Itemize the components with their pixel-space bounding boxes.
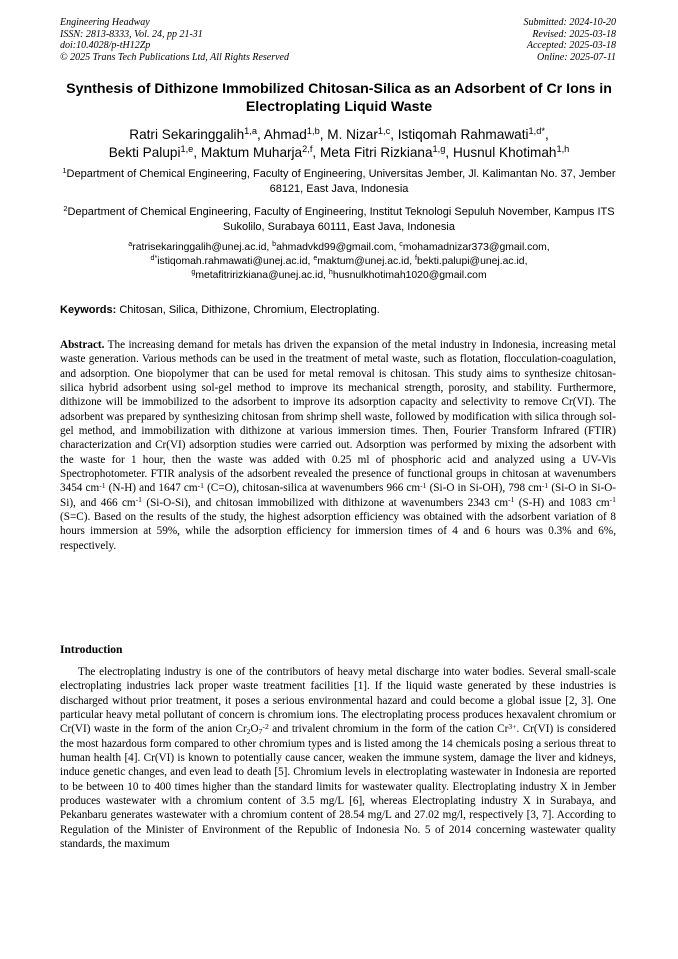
email-entry: $^f$bekti.palupi@unej.ac.id, [415,255,528,267]
journal-name: Engineering Headway [60,17,150,28]
email-entry: $^c$mohamadnizar373@gmail.com, [399,241,550,253]
email-address[interactable]: ratrisekaringgalih@unej.ac.id [132,242,267,253]
author-name: Maktum Muharja [200,145,303,160]
keywords-text: Chitosan, Silica, Dithizone, Chromium, Electroplating. [119,304,380,316]
email-entry: $^g$metafitririzkiana@unej.ac.id, [191,269,329,281]
author: Maktum Muharja$^{2,f}$, [200,144,320,160]
author-list [60,126,618,162]
email-address[interactable]: ahmadvkd99@gmail.com [276,242,394,253]
email-address[interactable]: husnulkhotimah1020@gmail.com [332,270,487,281]
author-name: Bekti Palupi [108,145,181,160]
email-list [60,241,618,283]
abstract-label: Abstract. [60,339,105,351]
author-name: Istiqomah Rahmawati [397,127,529,142]
author-affiliation-mark: 1,d* [528,126,545,137]
email-entry: $^a$ratrisekaringgalih@unej.ac.id, [128,241,273,253]
journal-header-left [60,17,289,63]
email-entry: $^b$ahmadvkd99@gmail.com, [272,241,400,253]
copyright-line: © 2025 Trans Tech Publications Ltd, All Rights Reserved [60,51,289,63]
author-name: M. Nizar [327,127,378,142]
email-address[interactable]: istiqomah.rahmawati@unej.ac.id [157,256,308,267]
author-name: Meta Fitri Rizkiana [319,145,433,160]
author [453,145,569,160]
affiliation-number: 2 [63,204,68,214]
author-name: Husnul Khotimah [452,145,557,160]
submitted-date: Submitted: 2024-10-20 [523,17,616,28]
author-affiliation-mark: 1,b [306,126,320,137]
journal-header-right [524,17,617,63]
author-affiliation-mark: 1,g [432,144,446,155]
email-address[interactable]: bekti.palupi@unej.ac.id [416,256,525,267]
introduction-paragraph: The electroplating industry is one of the contributors of heavy metal discharge into water bodies. Several small-scale electroplating industries lack proper waste treatment facilities [1]. If the liquid waste generated by these industries is discharged without prior treatment, it poses a serious environmental hazard and could become a global issue [2, 3]. One particular heavy metal pollutant of concern is chromium ions. The electroplating process produces hexavalent chromium or Cr(VI) waste in the form of the anion $Cr_2O_7^{-2}$ and trivalent chromium in the form of the cation $Cr^{3+}$. Cr(VI) is considered the most hazardous form compared to other chromium types and is listed among the 14 chemicals posing a serious threat to human health [4]. Cr(VI) is known to potentially cause cancer, weaken the immune system, damage the liver and kidneys, induce genetic changes, and even lead to death [5]. Chromium levels in electroplating wastewater in Indonesia are reported to be between 10 to 400 times higher than the standard limits for wastewater quality. Electroplating industry X in Jember produces wastewater with a chromium content of 3.5 mg/L [6], whereas Electroplating industry X in Surabaya, and Pekanbaru generates wastewater with a chromium content of 28.54 mg/L and 27.02 mg/l, respectively [3, 7]. According to Regulation of the Minister of Environment of the Republic of Indonesia No. 5 of 2014 concerning wastewater quality standards, the maximum [60,666,616,851]
author-affiliation-mark: 1,h [556,144,570,155]
author: Bekti Palupi$^{1,e}$, [108,144,201,160]
email-entry: $^h$husnulkhotimah1020@gmail.com [328,269,487,281]
author-affiliation-mark: 1,a [244,126,257,137]
email-entry: $^{d*}$istiqomah.rahmawati@unej.ac.id, [150,255,314,267]
affiliation-text: Department of Chemical Engineering, Faculty of Engineering, Universitas Jember, Jl. Kalimantan No. 37, Jember 68121, East Java, Indonesia [66,168,616,195]
email-address[interactable]: mohamadnizar373@gmail.com [402,242,547,253]
online-date: Online: 2025-07-11 [537,51,616,63]
affiliation-number: 1 [62,166,67,176]
author-affiliation-mark: 1,e [180,144,194,155]
author: Meta Fitri Rizkiana$^{1,g}$, [319,144,453,160]
affiliation-text: Department of Chemical Engineering, Faculty of Engineering, Institut Teknologi Sepuluh November, Kampus ITS Sukolilo, Surabaya 60111, East Java, Indonesia [67,206,615,233]
author: M. Nizar$^{1,c}$, [327,126,398,142]
author-affiliation-mark: 1,c [377,126,391,137]
paper-title: Synthesis of Dithizone Immobilized Chitosan-Silica as an Adsorbent of Cr Ions in Electroplating Liquid Waste [66,81,612,115]
keywords-line [60,303,618,317]
author-name: Ahmad [263,127,307,142]
author-name: Ratri Sekaringgalih [129,127,245,142]
email-entry: $^e$maktum@unej.ac.id, [313,255,416,267]
issn-line: ISSN: 2813-8333, Vol. 24, pp 21-31 [60,28,203,40]
affiliation-2 [60,205,618,235]
revised-date: Revised: 2025-03-18 [532,28,616,40]
keywords-label: Keywords: [60,304,117,316]
author-affiliation-mark: 2,f [302,144,313,155]
abstract-paragraph: Abstract. The increasing demand for metals has driven the expansion of the metal industry in Indonesia, increasing metal waste generation. Various methods can be used in the treatment of metal waste, such as flotation, flocculation-coagulation, and adsorption. One biopolymer that can be used for metal removal is chitosan. This study aims to synthesize chitosan-silica hybrid adsorbent using sol-gel method to improve its mechanical strength, porosity, and stability. Furthermore, dithizone will be immobilized to the adsorbent to improve its adsorption capacity and selectivity to remove Cr(VI). The adsorbent was prepared by synthesizing chitosan from shrimp shell waste, followed by modification with silica through sol-gel method, and immobilization with dithizone at various immersion times. Then, Fourier Transform Infrared (FTIR) characterization and Cr(VI) adsorption studies were carried out. Adsorption was performed by mixing the adsorbent with the waste for 1 hour, then the waste was added with 0.25 ml of phosphoric acid and analyzed using a UV-Vis Spectrophotometer. FTIR analysis of the adsorbent revealed the presence of functional groups in chitosan at wavenumbers 3454 $cm^{-1}$ (N-H) and 1647 $cm^{-1}$ (C=O), chitosan-silica at wavenumbers 966 $cm^{-1}$ (Si-O in Si-OH), 798 $cm^{-1}$ (Si-O in Si-O-Si), and 466 $cm^{-1}$ (Si-O-Si), and chitosan immobilized with dithizone at wavenumbers 2343 $cm^{-1}$ (S-H) and 1083 $cm^{-1}$ (S=C). Based on the results of the study, the highest adsorption efficiency was obtained with the adsorbent variation of 8 hours immersion at 59%, while the adsorption efficiency for immersion times of 4 and 6 hours was 0.3% and 6%, respectively. [60,339,617,552]
email-address[interactable]: maktum@unej.ac.id [317,256,410,267]
author: Ahmad$^{1,b}$, [263,126,328,142]
affiliation-1 [60,167,618,197]
doi-line: doi:10.4028/p-tH12Zp [60,40,151,51]
author: Ratri Sekaringgalih$^{1,a}$, [129,126,264,142]
accepted-date: Accepted: 2025-03-18 [526,40,616,51]
email-address[interactable]: metafitririzkiana@unej.ac.id [195,270,324,281]
author: Istiqomah Rahmawati$^{1,d*}$, [397,126,549,142]
section-heading-introduction: Introduction [60,644,123,656]
